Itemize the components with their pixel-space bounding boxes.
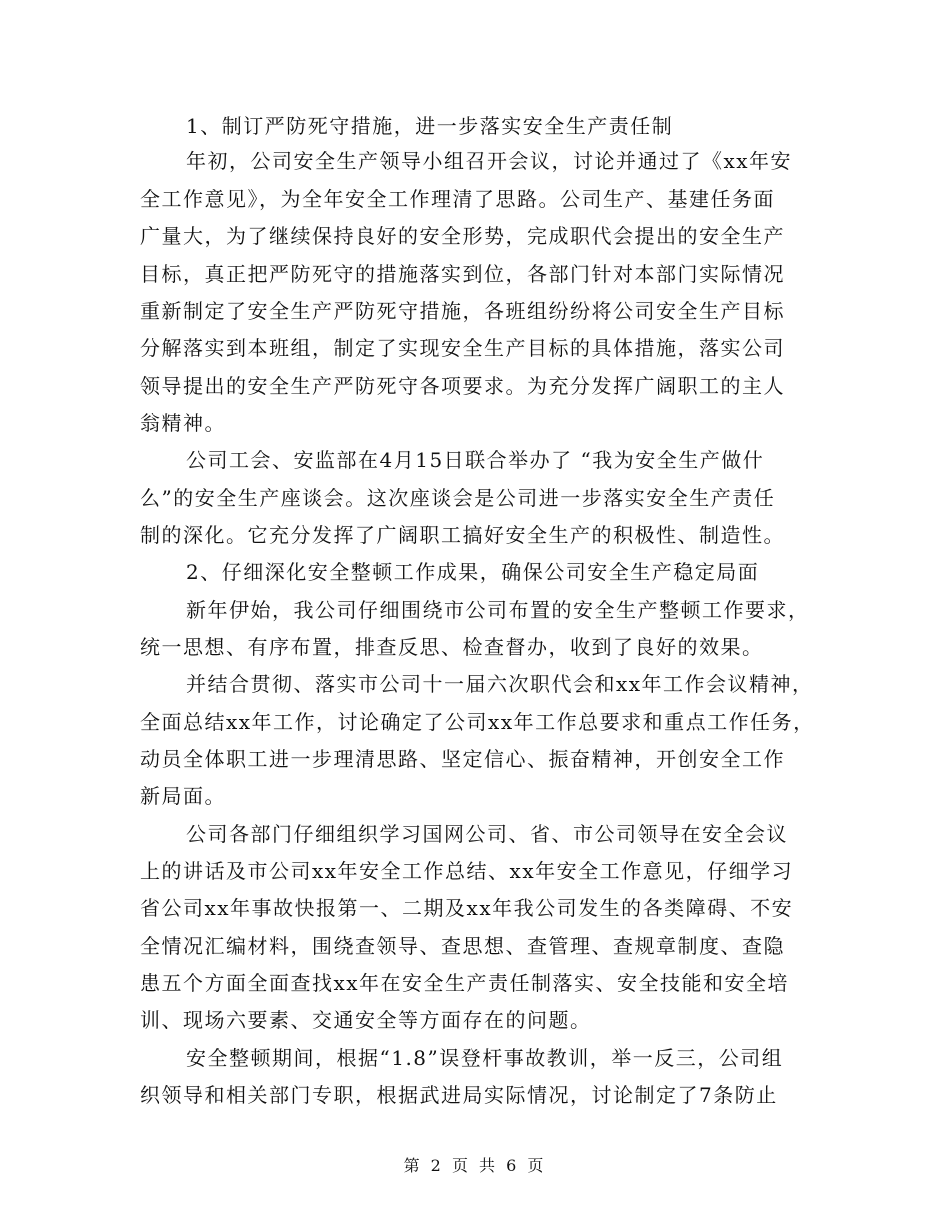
paragraph-line: 制的深化。它充分发挥了广阔职工搞好安全生产的积极性、制造性。	[140, 523, 785, 547]
section-heading-2: 2、仔细深化安全整顿工作成果，确保公司安全生产稳定局面	[186, 560, 760, 584]
paragraph-line: 公司工会、安监部在4月15日联合举办了 “我为安全生产做什	[186, 448, 765, 472]
paragraph-line: 训、现场六要素、交通安全等方面存在的问题。	[140, 1008, 592, 1032]
paragraph-line: 患五个方面全面查找xx年在安全生产责任制落实、安全技能和安全培	[140, 971, 790, 995]
paragraph-line: 并结合贯彻、落实市公司十一届六次职代会和xx年工作会议精神，	[186, 672, 814, 696]
paragraph-line: 新年伊始，我公司仔细围绕市公司布置的安全生产整顿工作要求，	[186, 598, 810, 622]
paragraph-line: 动员全体职工进一步理清思路、坚定信心、振奋精神，开创安全工作	[140, 747, 785, 771]
paragraph-line: 么”的安全生产座谈会。这次座谈会是公司进一步落实安全生产责任	[140, 486, 776, 510]
paragraph-line: 领导提出的安全生产严防死守各项要求。为充分发挥广阔职工的主人	[140, 374, 785, 398]
paragraph-line: 统一思想、有序布置，排查反思、检查督办，收到了良好的效果。	[140, 635, 764, 659]
paragraph-line: 公司各部门仔细组织学习国网公司、省、市公司领导在安全会议	[186, 822, 788, 846]
paragraph-line: 全工作意见》，为全年安全工作理清了思路。公司生产、基建任务面	[140, 187, 775, 211]
paragraph-line: 上的讲话及市公司xx年安全工作总结、xx年安全工作意见，仔细学习	[140, 859, 794, 883]
paragraph-line: 分解落实到本班组，制定了实现安全生产目标的具体措施，落实公司	[140, 336, 785, 360]
paragraph-line: 年初，公司安全生产领导小组召开会议，讨论并通过了《xx年安	[186, 149, 793, 173]
paragraph-line: 广量大，为了继续保持良好的安全形势，完成职代会提出的安全生产	[140, 224, 785, 248]
paragraph-line: 新局面。	[140, 784, 226, 808]
paragraph-line: 全情况汇编材料，围绕查领导、查思想、查管理、查规章制度、查隐	[140, 934, 785, 958]
paragraph-line: 翁精神。	[140, 411, 226, 435]
paragraph-line: 目标，真正把严防死守的措施落实到位，各部门针对本部门实际情况	[140, 262, 785, 286]
paragraph-line: 省公司xx年事故快报第一、二期及xx年我公司发生的各类障碍、不安	[140, 896, 794, 920]
section-heading-1: 1、制订严防死守措施，进一步落实安全生产责任制	[186, 114, 674, 138]
page-footer: 第 2 页 共 6 页	[403, 1156, 547, 1175]
paragraph-line: 安全整顿期间，根据“1.8”误登杆事故教训，举一反三，公司组	[186, 1046, 784, 1070]
paragraph-line: 织领导和相关部门专职，根据武进局实际情况，讨论制定了7条防止	[140, 1083, 778, 1107]
paragraph-line: 重新制定了安全生产严防死守措施，各班组纷纷将公司安全生产目标	[140, 299, 785, 323]
paragraph-line: 全面总结xx年工作，讨论确定了公司xx年工作总要求和重点工作任务，	[140, 710, 815, 734]
